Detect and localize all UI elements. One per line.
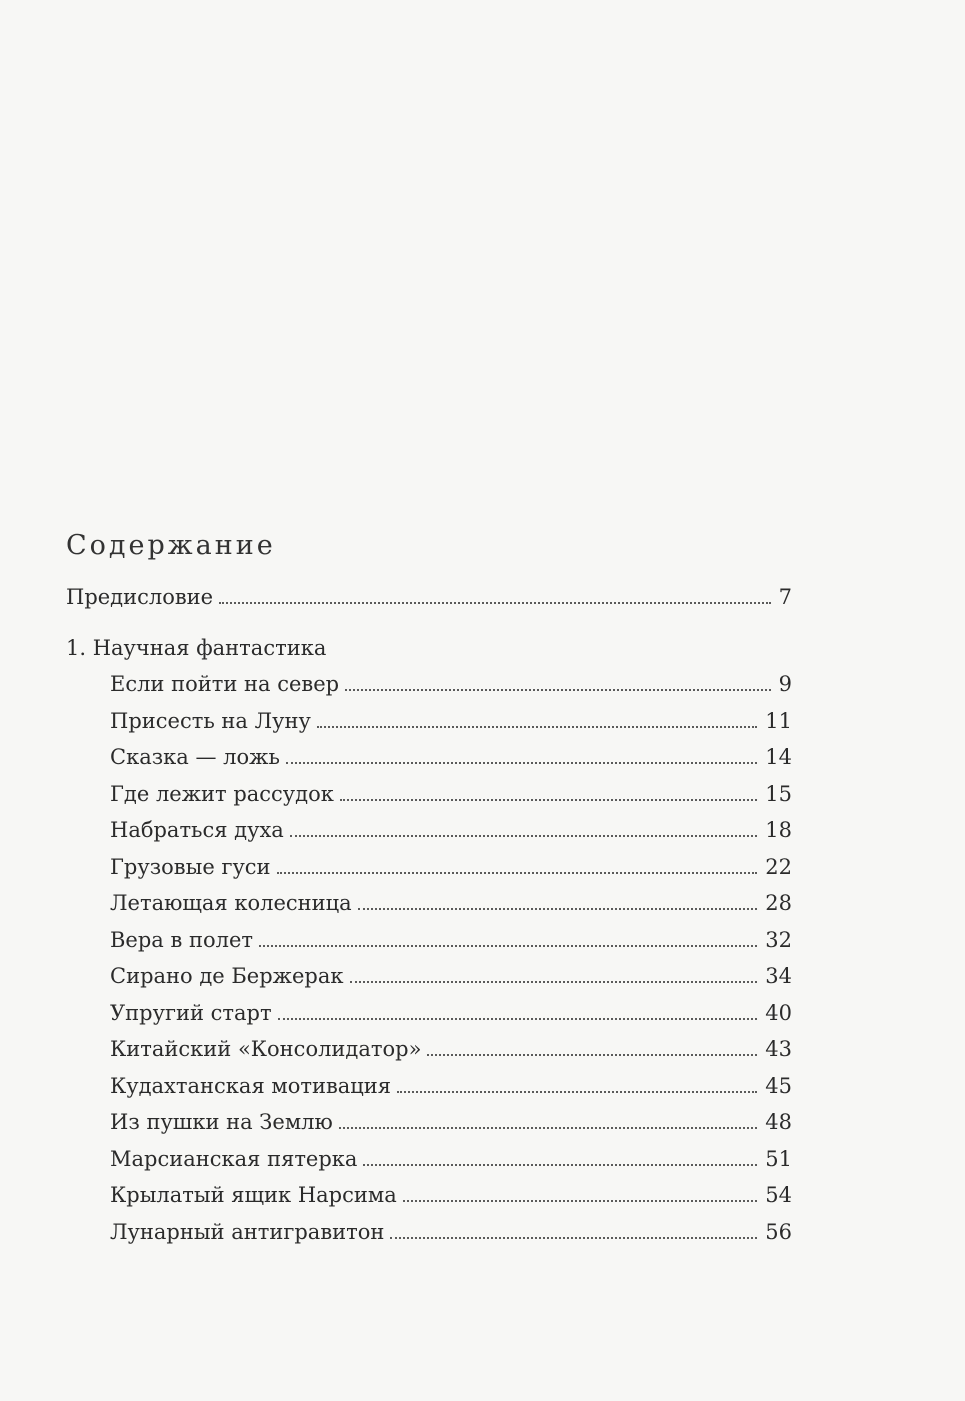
dot-leader <box>403 1200 758 1202</box>
toc-page-number: 51 <box>765 1146 792 1171</box>
toc-entry <box>66 1001 792 1038</box>
toc-entry <box>66 1220 792 1257</box>
toc-entry <box>66 1147 792 1184</box>
dot-leader <box>277 872 758 874</box>
toc-entry <box>66 964 792 1001</box>
toc-page-number: 54 <box>765 1183 792 1207</box>
toc-section-title: 1. Научная фантастика <box>66 635 327 660</box>
toc-entry <box>66 1037 792 1074</box>
toc-page-number: 14 <box>765 745 792 769</box>
dot-leader <box>390 1237 757 1239</box>
toc-entry <box>66 1110 792 1147</box>
toc-page-number: 7 <box>778 585 792 609</box>
dot-leader <box>219 602 771 604</box>
toc-entry <box>66 1183 792 1220</box>
toc-page-number: 56 <box>765 1219 792 1244</box>
toc-entry <box>66 782 792 819</box>
toc-entry <box>66 672 792 709</box>
toc-entry <box>66 1074 792 1111</box>
toc-entry <box>66 745 792 782</box>
toc-page-number: 32 <box>765 927 792 952</box>
dot-leader <box>350 981 758 983</box>
dot-leader <box>397 1091 757 1093</box>
toc-entry-title: Сирано де Бержерак <box>110 964 344 988</box>
dot-leader <box>363 1164 757 1166</box>
dot-leader <box>317 726 757 728</box>
toc-page-number: 34 <box>765 964 792 988</box>
toc-page-number: 15 <box>765 781 792 806</box>
toc-entry-title: Лунарный антигравитон <box>110 1219 385 1244</box>
toc-entry-title: Присесть на Луну <box>110 708 311 733</box>
toc-entry-title: Марсианская пятерка <box>110 1146 358 1171</box>
toc-heading <box>66 526 276 566</box>
toc-page-number: 43 <box>765 1037 792 1061</box>
toc-entry-title: Вера в полет <box>110 927 254 952</box>
toc-entry-title: Грузовые гуси <box>110 854 271 879</box>
toc-list <box>66 585 792 1256</box>
toc-entry <box>66 855 792 892</box>
toc-page-number: 45 <box>765 1073 792 1098</box>
dot-leader <box>340 799 757 801</box>
toc-entry-title: Где лежит рассудок <box>110 781 334 806</box>
toc-entry-title: Из пушки на Землю <box>110 1110 333 1134</box>
toc-page-number: 28 <box>765 891 792 915</box>
toc-page-number: 18 <box>765 818 792 842</box>
dot-leader <box>290 835 757 837</box>
toc-entry-title: Кудахтанская мотивация <box>110 1073 392 1098</box>
toc-entry-title: Если пойти на север <box>110 672 340 696</box>
toc-entry <box>66 928 792 965</box>
toc-entry-title: Сказка — ложь <box>110 745 280 769</box>
dot-leader <box>339 1127 757 1129</box>
toc-page-number: 9 <box>778 672 792 696</box>
dot-leader <box>427 1054 757 1056</box>
dot-leader <box>259 945 757 947</box>
dot-leader <box>286 762 757 764</box>
toc-heading-text: Содержание <box>66 530 276 561</box>
toc-page-number: 48 <box>765 1110 792 1134</box>
toc-entry-title: Набраться духа <box>110 818 284 842</box>
toc-page-number: 22 <box>765 854 792 879</box>
toc-entry-title: Летающая колесница <box>110 891 352 915</box>
toc-entry-title: Крылатый ящик Нарсима <box>110 1183 397 1207</box>
toc-entry-title: Китайский «Консолидатор» <box>110 1037 422 1061</box>
toc-entry <box>66 891 792 928</box>
toc-entry <box>66 709 792 746</box>
toc-page-number: 11 <box>765 708 792 733</box>
dot-leader <box>358 908 758 910</box>
toc-entry-preface <box>66 585 792 622</box>
toc-entry-title: Упругий старт <box>110 1000 272 1025</box>
toc-section-heading <box>66 636 792 673</box>
toc-entry-title: Предисловие <box>66 585 214 609</box>
toc-page-number: 40 <box>765 1000 792 1025</box>
dot-leader <box>278 1018 758 1020</box>
toc-entry <box>66 818 792 855</box>
dot-leader <box>345 689 771 691</box>
